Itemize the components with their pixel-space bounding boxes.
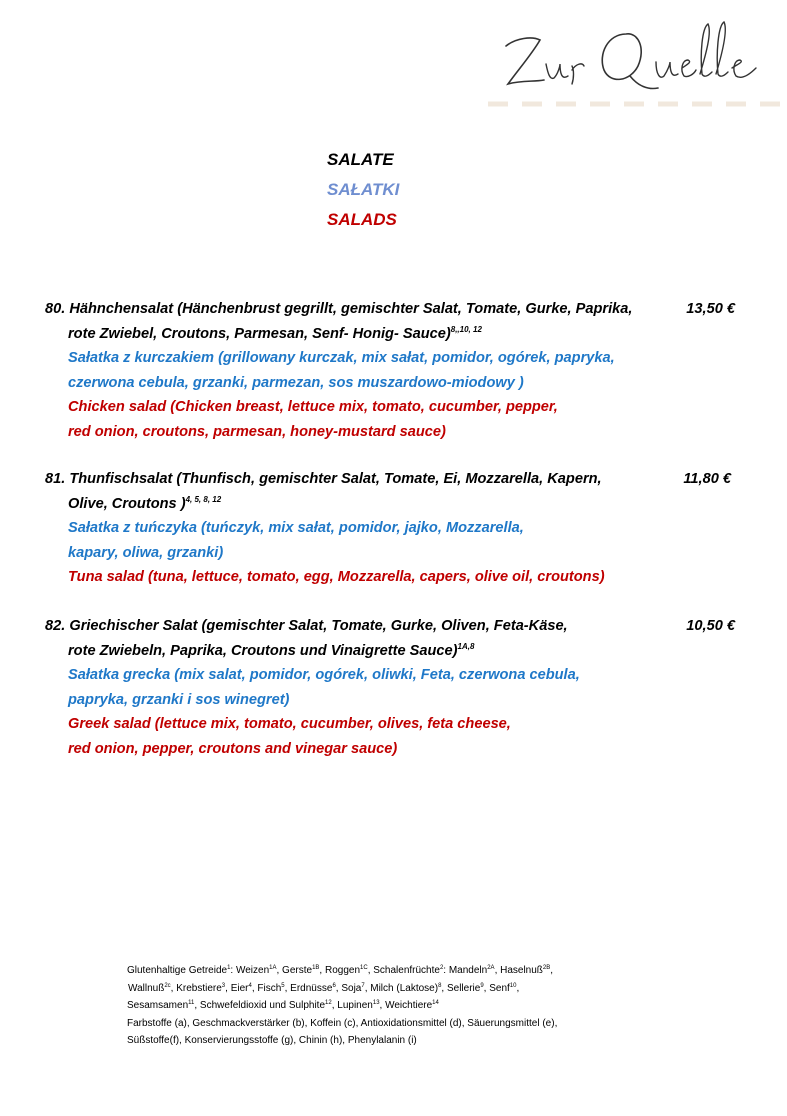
- item-name-english: Tuna salad (tuna, lettuce, tomato, egg, Mozzarella, capers, olive oil, croutons): [68, 569, 605, 585]
- item-description-polish: kapary, oliwa, grzanki): [68, 544, 224, 561]
- allergen-codes: 4, 5, 8, 12: [185, 494, 222, 504]
- allergen-number: 2B: [542, 965, 551, 971]
- allergen-number: 6: [332, 982, 336, 989]
- allergen-line-2: [127, 980, 647, 998]
- item-description-polish: papryka, grzanki i sos winegret): [68, 691, 290, 708]
- allergen-number: 4: [248, 982, 252, 989]
- item-name-german: 81. Thunfischsalat (Thunfisch, gemischter Salat, Tomate, Ei, Mozzarella, Kapern,: [45, 471, 602, 487]
- allergen-text: , Schalenfrüchte: [367, 965, 440, 976]
- item-name-english: Chicken salad (Chicken breast, lettuce mix, tomato, cucumber, pepper,: [68, 399, 558, 415]
- allergen-codes: 1A,8: [457, 641, 475, 651]
- allergen-codes: 8,,10, 12: [450, 324, 482, 334]
- allergen-text: , Weichtiere: [379, 1000, 433, 1011]
- allergen-text: , Milch (Laktose): [364, 982, 439, 994]
- allergen-text: Sesamsamen: [127, 1000, 189, 1011]
- allergen-line-1: [127, 962, 647, 980]
- item-name-german: 80. Hähnchensalat (Hänchenbrust gegrillt, gemischter Salat, Tomate, Gurke, Paprika,: [45, 301, 633, 317]
- allergen-text: , Schwefeldioxid und Sulphite: [194, 1000, 326, 1011]
- item-price: 10,50 €: [686, 618, 735, 634]
- allergen-text: : Mandeln: [443, 965, 488, 976]
- item-description-polish: czerwona cebula, grzanki, parmezan, sos muszardowo-miodowy ): [68, 374, 524, 391]
- allergen-text: , Sellerie: [441, 982, 481, 994]
- menu-item-82: [45, 614, 765, 761]
- allergen-text: Wallnuß: [128, 982, 165, 994]
- allergen-text: Glutenhaltige Getreide: [127, 965, 228, 976]
- allergen-number: 9: [480, 982, 484, 989]
- item-description-german: Olive, Croutons )$^{4, 5, 8, 12}$: [68, 494, 222, 512]
- allergen-line-3: [127, 997, 647, 1015]
- allergen-text: , Lupinen: [331, 1000, 373, 1011]
- restaurant-logo: [488, 4, 784, 114]
- allergen-number: 3: [221, 982, 226, 989]
- allergen-legend: [127, 962, 647, 1050]
- heading-polish: SAŁATKI: [327, 180, 400, 199]
- allergen-number: 1C: [360, 965, 368, 971]
- menu-item-80: [45, 297, 765, 444]
- allergen-number: 1: [227, 965, 231, 971]
- allergen-number: 2A: [487, 965, 495, 971]
- allergen-text: , Roggen: [319, 965, 361, 976]
- allergen-text: , Krebstiere: [170, 982, 222, 994]
- item-name-polish: Sałatka z tuńczyka (tuńczyk, mix sałat, pomidor, jajko, Mozzarella,: [68, 520, 524, 536]
- item-name-polish: Sałatka grecka (mix salat, pomidor, ogórek, oliwki, Feta, czerwona cebula,: [68, 667, 580, 683]
- item-name-german: 82. Griechischer Salat (gemischter Salat, Tomate, Gurke, Oliven, Feta-Käse,: [45, 618, 568, 634]
- allergen-text: , Soja: [335, 982, 362, 994]
- allergen-text: ,: [550, 965, 554, 976]
- allergen-text: , Eier: [225, 982, 249, 994]
- heading-english: SALADS: [327, 210, 397, 229]
- item-price: 11,80 €: [683, 471, 731, 487]
- allergen-text: , Senf: [483, 982, 510, 994]
- allergen-text: , Fisch: [251, 982, 282, 994]
- item-description-german: rote Zwiebeln, Paprika, Croutons und Vinaigrette Sauce)$^{1A,8}$: [68, 641, 475, 659]
- allergen-text: , Haselnuß: [494, 965, 543, 976]
- allergen-number: 12: [325, 1000, 332, 1006]
- item-price: 13,50 €: [686, 301, 735, 317]
- allergen-number: 7: [361, 982, 365, 989]
- allergen-number: 10: [509, 982, 517, 989]
- allergen-text: , Gerste: [276, 965, 313, 976]
- allergen-number: 11: [188, 1000, 195, 1006]
- item-name-english: Greek salad (lettuce mix, tomato, cucumber, olives, feta cheese,: [68, 716, 511, 732]
- allergen-number: 1A: [269, 965, 277, 971]
- allergen-number: 8: [438, 982, 442, 989]
- allergen-number: 2c: [164, 982, 171, 989]
- allergen-number: 14: [432, 1000, 439, 1006]
- allergen-text: ,: [516, 982, 520, 994]
- menu-item-81: [45, 467, 765, 590]
- item-description-english: red onion, croutons, parmesan, honey-mustard sauce): [68, 423, 446, 440]
- item-description-english: red onion, pepper, croutons and vinegar sauce): [68, 740, 398, 757]
- allergen-text: : Weizen: [230, 965, 270, 976]
- heading-german: SALATE: [327, 150, 394, 169]
- allergen-text: , Erdnüsse: [284, 982, 333, 994]
- allergen-number: 1B: [312, 965, 320, 971]
- additive-line-2: Süßstoffe(f), Konservierungsstoffe (g), Chinin (h), Phenylalanin (i): [127, 1035, 417, 1046]
- item-description-german: rote Zwiebel, Croutons, Parmesan, Senf- Honig- Sauce)$^{8,,10, 12}$: [68, 324, 482, 342]
- allergen-number: 13: [372, 1000, 380, 1006]
- item-name-polish: Sałatka z kurczakiem (grillowany kurczak, mix sałat, pomidor, ogórek, papryka,: [68, 350, 615, 366]
- allergen-number: 5: [281, 982, 285, 989]
- additive-line-1: Farbstoffe (a), Geschmackverstärker (b), Koffein (c), Antioxidationsmittel (d), Säuerungsmittel (e),: [127, 1017, 558, 1029]
- section-headings: [327, 145, 399, 235]
- allergen-number: 2: [439, 965, 444, 971]
